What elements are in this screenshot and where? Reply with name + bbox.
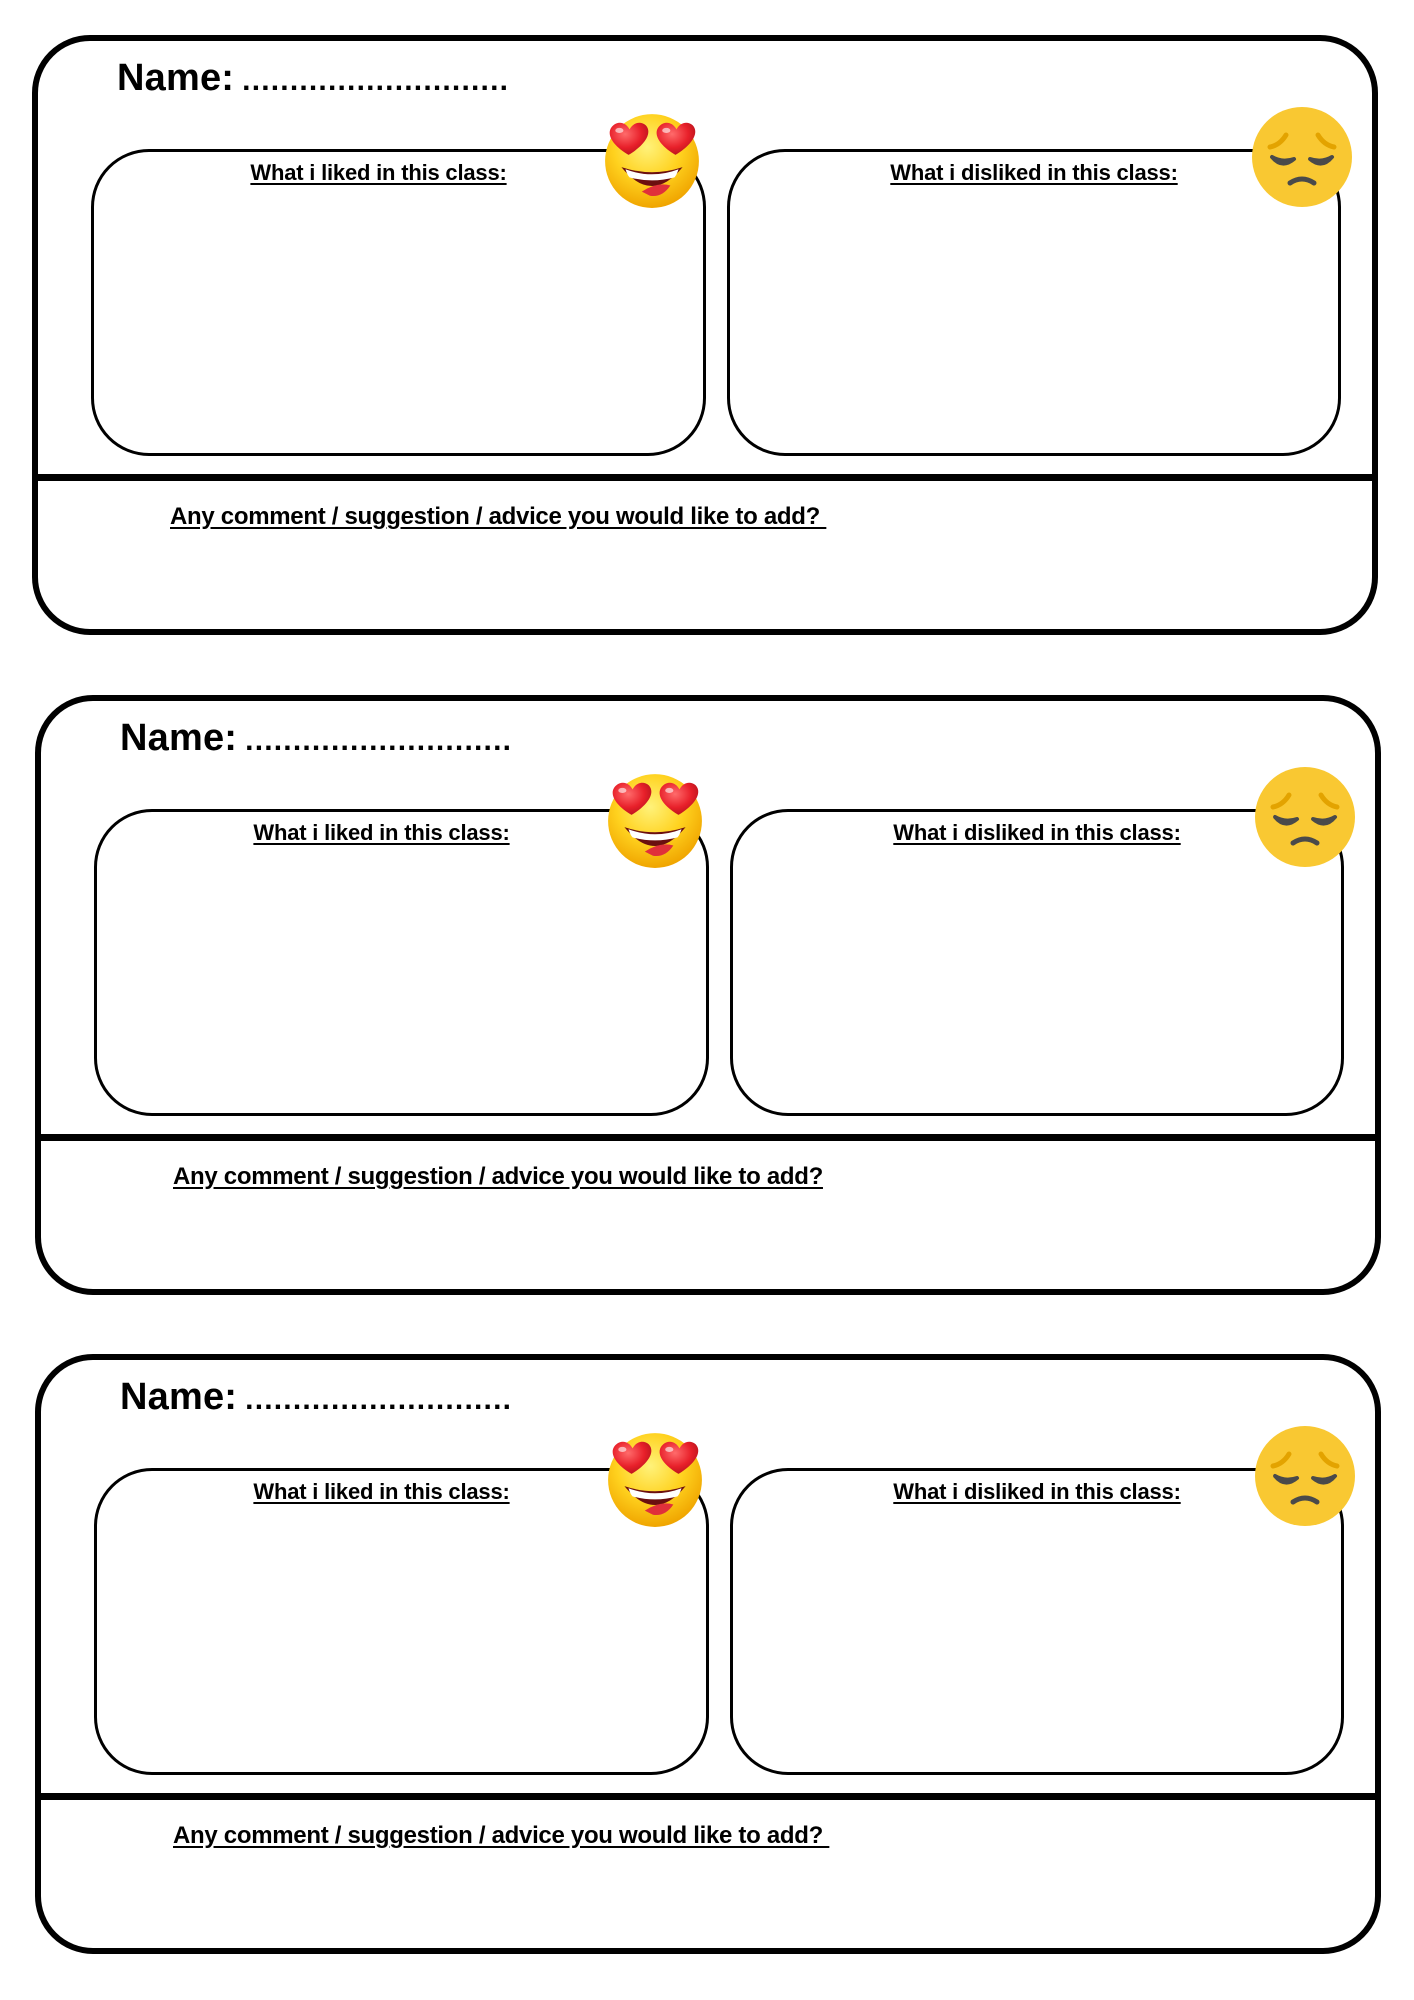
name-label: Name: <box>117 57 235 99</box>
smiling-face-with-heart-eyes-icon <box>604 768 706 870</box>
disliked-box[interactable] <box>730 809 1344 1116</box>
name-field[interactable] <box>117 57 509 100</box>
disliked-heading: What i disliked in this class: <box>890 160 1178 185</box>
section-divider <box>35 1793 1381 1800</box>
section-divider <box>35 1134 1381 1141</box>
disliked-box[interactable] <box>730 1468 1344 1775</box>
feedback-card-1 <box>32 35 1378 635</box>
liked-heading: What i liked in this class: <box>253 1479 510 1504</box>
name-field[interactable] <box>120 717 512 760</box>
comment-prompt: Any comment / suggestion / advice you would like to add? <box>170 503 827 530</box>
feedback-card-3 <box>35 1354 1381 1954</box>
section-divider <box>32 474 1378 481</box>
disliked-heading: What i disliked in this class: <box>893 820 1181 845</box>
name-dotted-line[interactable]: ............................ <box>245 1383 513 1416</box>
disliked-heading: What i disliked in this class: <box>893 1479 1181 1504</box>
name-label: Name: <box>120 1376 238 1418</box>
comment-prompt: Any comment / suggestion / advice you would like to add? <box>173 1822 830 1849</box>
name-dotted-line[interactable]: ............................ <box>245 724 513 757</box>
liked-heading: What i liked in this class: <box>253 820 510 845</box>
comment-prompt: Any comment / suggestion / advice you would like to add? <box>173 1163 823 1190</box>
name-field[interactable] <box>120 1376 512 1419</box>
feedback-card-2 <box>35 695 1381 1295</box>
smiling-face-with-heart-eyes-icon <box>601 108 703 210</box>
disliked-box[interactable] <box>727 149 1341 456</box>
pensive-face-icon <box>1252 107 1352 207</box>
pensive-face-icon <box>1255 767 1355 867</box>
pensive-face-icon <box>1255 1426 1355 1526</box>
smiling-face-with-heart-eyes-icon <box>604 1427 706 1529</box>
liked-heading: What i liked in this class: <box>250 160 507 185</box>
name-label: Name: <box>120 717 238 759</box>
name-dotted-line[interactable]: ............................ <box>242 64 510 97</box>
